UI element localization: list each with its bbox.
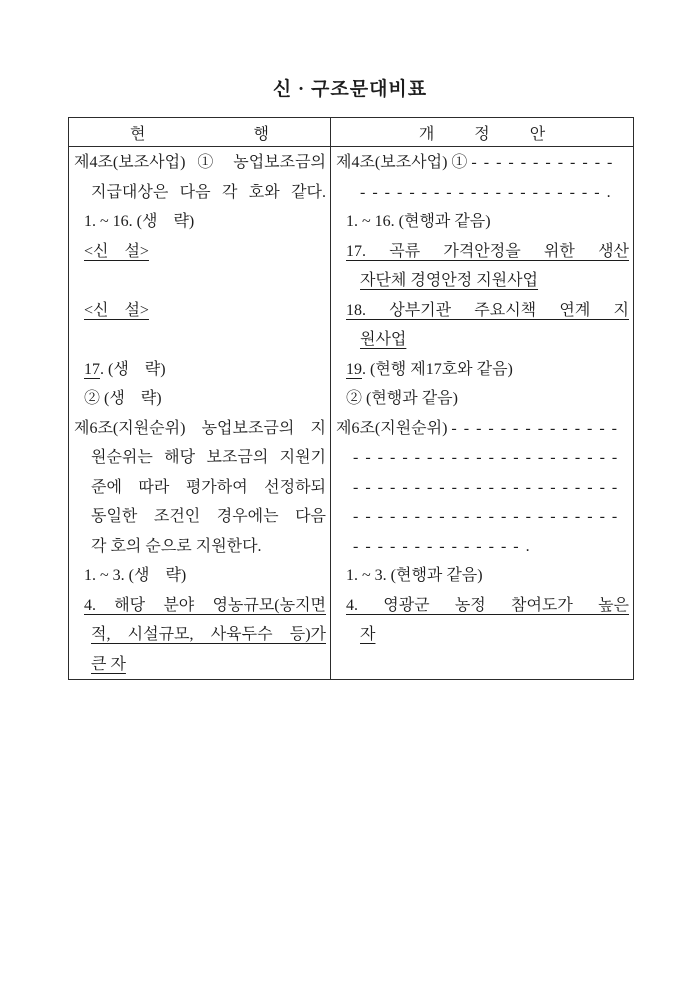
current-text-segment: 지급대상은 다음 각 호와 같다. (91, 183, 326, 201)
revised-line (335, 414, 629, 444)
current-line (73, 355, 326, 385)
revised-text-segment: . (현행 제17호와 같음) (362, 360, 513, 378)
current-line (73, 591, 326, 621)
revised-line (335, 384, 629, 414)
current-line (73, 207, 326, 237)
revised-line (335, 650, 629, 680)
current-text-segment: 각 호의 순으로 지원한다. (91, 537, 262, 555)
current-text-segment: 준에 따라 평가하여 선정하되 (91, 478, 326, 496)
revised-text-segment: . (525, 537, 530, 555)
current-text-segment: 제6조(지원순위) 농업보조금의 지 (74, 419, 326, 437)
revised-text-segment: 자 (360, 626, 376, 643)
revised-text-segment: 1. ~ 3. (현행과 같음) (346, 567, 483, 584)
revised-text-segment: 19 (346, 360, 362, 378)
current-text-segment: 큰 자 (91, 655, 126, 673)
revised-text-segment: ② (현행과 같음) (346, 390, 458, 407)
current-line (73, 620, 326, 650)
current-provision-text (69, 147, 330, 679)
revised-line (335, 237, 629, 267)
current-line (73, 237, 326, 267)
revised-text-segment: 원사업 (360, 331, 407, 348)
current-line (73, 266, 326, 296)
current-text-segment: <신 설> (84, 242, 149, 260)
current-line (73, 384, 326, 414)
revised-line (335, 296, 629, 326)
revised-line (335, 443, 629, 473)
revised-text-segment: ------------ (471, 154, 620, 171)
current-line (73, 414, 326, 444)
current-text-segment: 1. ~ 16. (생 략) (84, 213, 195, 230)
revised-line (335, 325, 629, 355)
revised-line (335, 266, 629, 296)
revised-text-segment: 자단체 경영안정 지원사업 (360, 272, 539, 289)
comparison-table (68, 117, 634, 680)
current-text-segment: 17 (84, 360, 100, 378)
revised-text-segment: 제6조(지원순위) (336, 419, 452, 437)
revised-text-segment: 1. ~ 16. (현행과 같음) (346, 213, 491, 230)
revised-text-segment: ---------------------- (353, 508, 625, 525)
current-text-segment: ② (생 략) (84, 390, 162, 407)
revised-text-segment: 18. 상부기관 주요시책 연계 지 (346, 301, 629, 319)
current-text-segment: 제4조(보조사업) ① 농업보조금의 (74, 154, 326, 171)
revised-text-segment: . (606, 183, 611, 201)
current-text-segment: . (생 략) (100, 360, 166, 378)
column-header-revised: 개 정 안 (331, 118, 634, 147)
revised-line (335, 178, 629, 208)
page-title: 신 · 구조문대비표 (272, 79, 428, 100)
current-line (73, 443, 326, 473)
current-line (73, 532, 326, 562)
current-line (73, 502, 326, 532)
revised-provision-text (331, 147, 633, 679)
current-line (73, 561, 326, 591)
revised-line (335, 591, 629, 621)
current-line (73, 325, 326, 355)
table-body-row (69, 147, 634, 680)
revised-provision-cell (331, 147, 634, 680)
revised-text-segment: -------------- (451, 419, 624, 437)
revised-text-segment: 17. 곡류 가격안정을 위한 생산 (346, 242, 629, 260)
table-header-row (69, 118, 634, 147)
revised-line (335, 561, 629, 591)
current-text-segment: 동일한 조건인 경우에는 다음 (91, 508, 326, 525)
revised-text-segment: -------------------- (360, 183, 607, 201)
revised-line (335, 207, 629, 237)
current-line (73, 296, 326, 326)
revised-text-segment: ---------------------- (353, 478, 625, 496)
revised-line (335, 620, 629, 650)
revised-text-segment: ---------------------- (353, 449, 625, 466)
revised-line (335, 148, 629, 178)
revised-line (335, 473, 629, 503)
revised-text-segment: -------------- (353, 537, 526, 555)
revised-line (335, 532, 629, 562)
revised-text-segment: 4. 영광군 농정 참여도가 높은 (346, 596, 629, 614)
column-header-current: 현 행 (69, 118, 331, 147)
current-provision-cell (69, 147, 331, 680)
revised-line (335, 502, 629, 532)
current-line (73, 178, 326, 208)
current-line (73, 473, 326, 503)
revised-text-segment: 제4조(보조사업) ① (336, 154, 472, 171)
current-line (73, 650, 326, 680)
current-line (73, 148, 326, 178)
current-text-segment: <신 설> (84, 301, 149, 319)
current-text-segment: 적, 시설규모, 사육두수 등)가 (91, 626, 326, 643)
current-text-segment: 1. ~ 3. (생 략) (84, 567, 187, 584)
revised-line (335, 355, 629, 385)
current-text-segment: 원순위는 해당 보조금의 지원기 (91, 449, 326, 466)
current-text-segment: 4. 해당 분야 영농규모(농지면 (84, 596, 326, 614)
